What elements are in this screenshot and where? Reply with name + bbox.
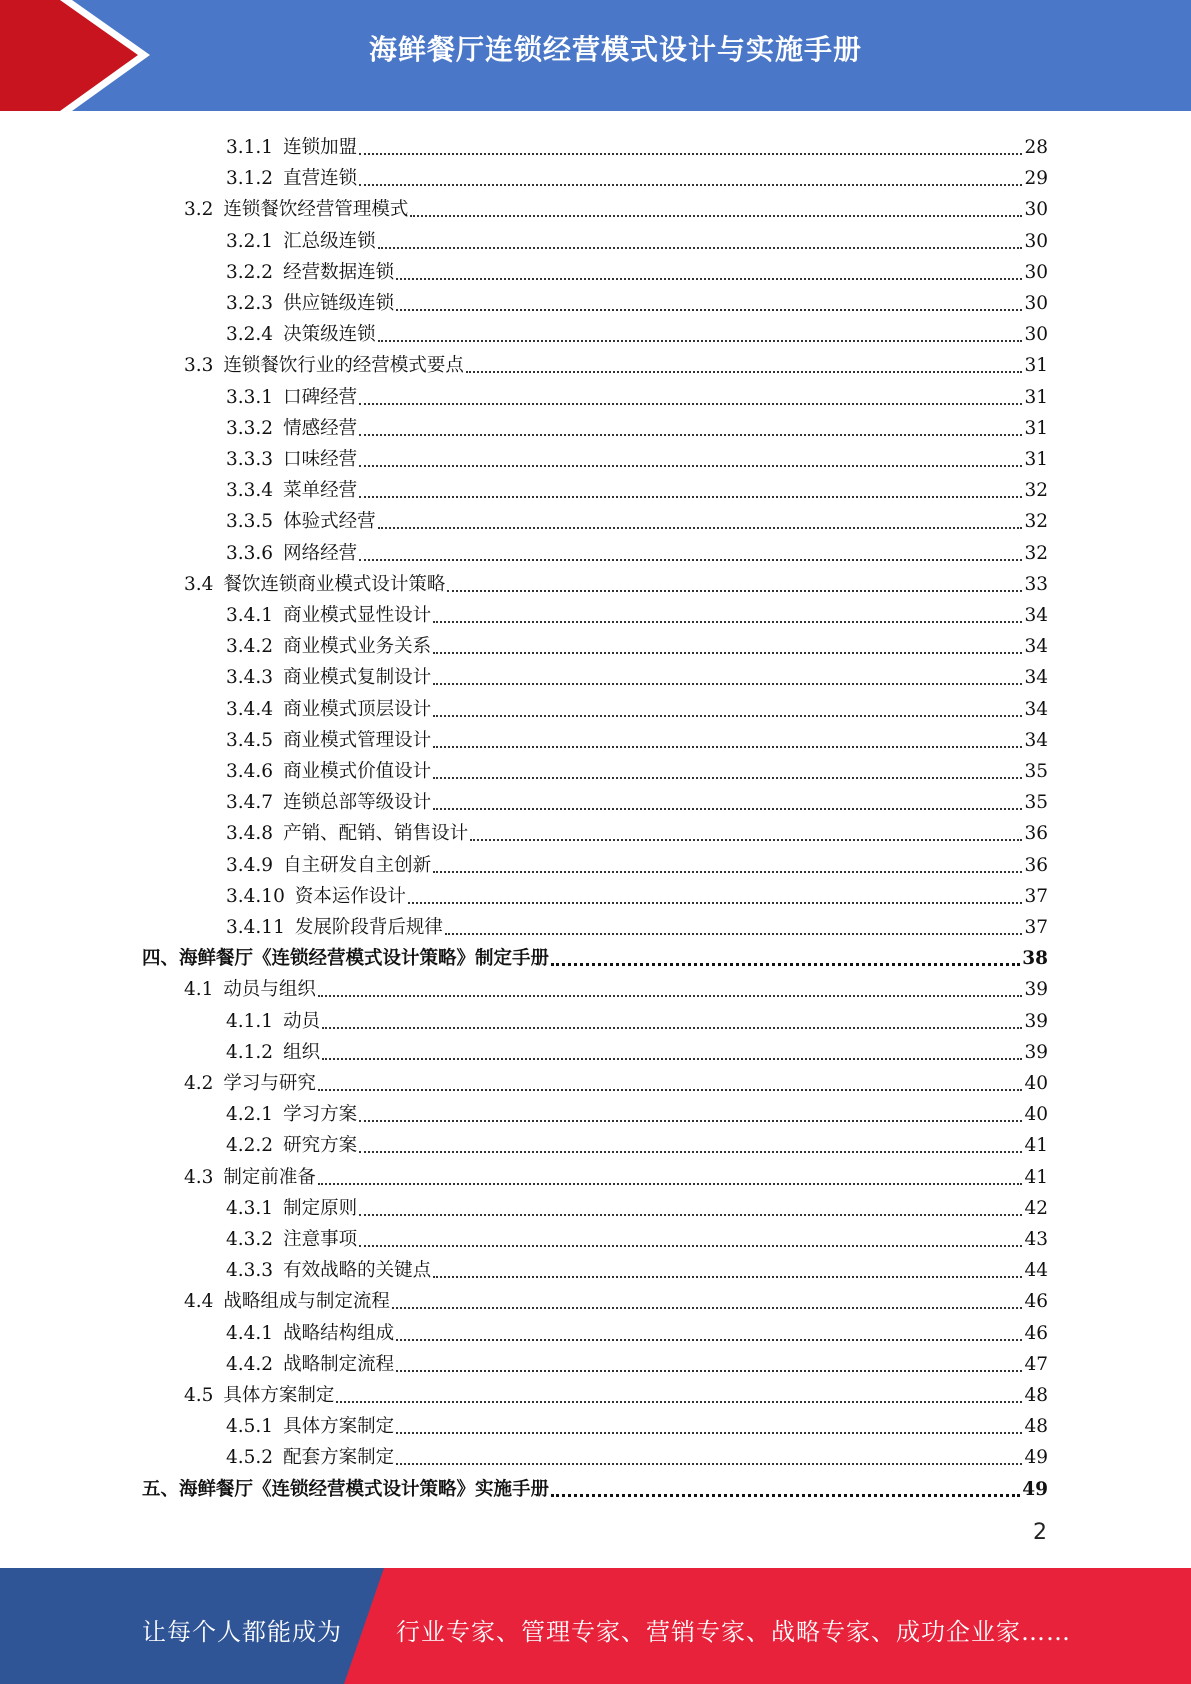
- toc-entry-page: 31: [1024, 355, 1048, 377]
- toc-entry-number: 3.4.8: [226, 823, 274, 845]
- toc-entry-page: 34: [1024, 698, 1048, 720]
- toc-entry[interactable]: [226, 378, 1048, 409]
- toc-entry-title: 组织: [283, 1041, 321, 1063]
- toc-entry-page: 38: [1022, 948, 1048, 970]
- toc-entry[interactable]: [226, 721, 1048, 752]
- toc-entry-label: [226, 1011, 320, 1033]
- toc-entry-number: 4.5.1: [226, 1416, 274, 1438]
- toc-entry-number: 3.4.6: [226, 761, 274, 782]
- toc-entry[interactable]: [184, 565, 1048, 596]
- toc-entry-label: [226, 418, 357, 440]
- toc-entry[interactable]: [226, 1189, 1048, 1220]
- dot-leader: [378, 526, 1023, 529]
- toc-entry-title: 制定前准备: [223, 1166, 316, 1188]
- toc-entry-title: 商业模式管理设计: [283, 729, 432, 751]
- toc-entry-page: 32: [1024, 480, 1048, 502]
- dot-leader: [359, 464, 1022, 467]
- toc-entry-page: 31: [1024, 386, 1048, 408]
- toc-entry-label: [226, 480, 357, 502]
- toc-entry-label: [226, 511, 376, 533]
- toc-entry[interactable]: [226, 1033, 1048, 1064]
- toc-entry-page: 28: [1024, 137, 1048, 158]
- toc-entry-title: 资本运作设计: [294, 885, 406, 907]
- toc-entry-title: 制定原则: [283, 1197, 358, 1219]
- dot-leader: [359, 183, 1022, 186]
- toc-entry-page: 36: [1024, 823, 1048, 845]
- toc-entry-number: 4.1.1: [226, 1010, 274, 1032]
- toc-entry[interactable]: [226, 814, 1048, 845]
- dot-leader: [470, 838, 1022, 841]
- toc-entry-page: 37: [1024, 885, 1048, 907]
- toc-entry-title: 五、海鲜餐厅《连锁经营模式设计策略》实施手册: [142, 1478, 550, 1500]
- toc-entry-number: 3.1.2: [226, 168, 274, 190]
- toc-entry-number: 4.4.1: [226, 1322, 274, 1344]
- toc-entry-number: 3.2.4: [226, 324, 274, 346]
- dot-leader: [433, 651, 1022, 654]
- toc-entry-label: [226, 543, 357, 565]
- toc-entry-label: [226, 1447, 394, 1469]
- toc-entry-title: 餐饮连锁商业模式设计策略: [223, 573, 446, 595]
- toc-entry-label: [226, 449, 357, 471]
- toc-entry-page: 49: [1024, 1447, 1048, 1469]
- dot-leader: [433, 745, 1022, 748]
- toc-entry[interactable]: [184, 1158, 1048, 1189]
- toc-entry-number: 3.4.7: [226, 792, 274, 814]
- toc-entry-title: 菜单经营: [283, 480, 358, 502]
- toc-entry-number: 3.1.1: [226, 137, 274, 158]
- toc-entry-title: 连锁餐饮行业的经营模式要点: [223, 355, 464, 377]
- toc-entry[interactable]: [226, 253, 1048, 284]
- toc-entry-number: 4.3.3: [226, 1260, 274, 1282]
- toc-entry-title: 动员与组织: [223, 979, 316, 1001]
- dot-leader: [322, 1057, 1022, 1060]
- toc-entry-label: [226, 699, 431, 721]
- dot-leader: [551, 962, 1020, 966]
- toc-entry-title: 连锁餐饮经营管理模式: [223, 199, 409, 221]
- toc-entry[interactable]: [226, 1407, 1048, 1438]
- dot-leader: [396, 1431, 1022, 1434]
- toc-entry-page: 42: [1024, 1197, 1048, 1219]
- dot-leader: [433, 620, 1022, 623]
- toc-entry-title: 情感经营: [283, 417, 358, 439]
- toc-entry-title: 具体方案制定: [223, 1385, 335, 1406]
- toc-entry[interactable]: [226, 1345, 1048, 1376]
- dot-leader: [396, 277, 1022, 280]
- toc-entry-title: 口碑经营: [283, 386, 358, 408]
- page-number: 2: [1033, 1520, 1047, 1545]
- toc-entry-number: 3.3.3: [226, 449, 274, 470]
- toc-entry-page: 48: [1024, 1416, 1048, 1438]
- toc-entry-number: 4.4: [184, 1291, 214, 1313]
- toc-entry-page: 29: [1024, 168, 1048, 190]
- toc-entry-page: 30: [1024, 293, 1048, 314]
- toc-entry-label: [226, 636, 431, 658]
- toc-entry-page: 36: [1024, 854, 1048, 876]
- toc-entry[interactable]: [226, 1002, 1048, 1033]
- toc-entry-number: 4.1: [184, 979, 214, 1001]
- dot-leader: [433, 1275, 1022, 1278]
- toc-entry-page: 44: [1024, 1260, 1048, 1282]
- toc-entry-page: 48: [1024, 1385, 1048, 1406]
- toc-entry-label: [184, 1167, 316, 1189]
- dot-leader: [396, 1369, 1022, 1372]
- toc-entry-page: 39: [1024, 979, 1048, 1001]
- dot-leader: [359, 1150, 1022, 1153]
- toc-entry-number: 3.4: [184, 573, 214, 595]
- toc-entry-label: [226, 1354, 394, 1376]
- toc-entry-number: 3.3.6: [226, 542, 274, 564]
- toc-entry[interactable]: [184, 1376, 1048, 1407]
- toc-entry-number: 4.5.2: [226, 1447, 274, 1469]
- toc-entry-label: [226, 293, 394, 315]
- toc-entry-title: 四、海鲜餐厅《连锁经营模式设计策略》制定手册: [142, 948, 550, 970]
- dot-leader: [378, 339, 1023, 342]
- toc-entry-page: 31: [1024, 449, 1048, 470]
- toc-entry-number: 4.5: [184, 1385, 214, 1406]
- toc-entry-page: 32: [1024, 542, 1048, 564]
- dot-leader: [445, 932, 1023, 935]
- toc-entry-page: 39: [1024, 1010, 1048, 1032]
- toc-entry[interactable]: [226, 1251, 1048, 1282]
- toc-entry-page: 30: [1024, 199, 1048, 221]
- toc-entry[interactable]: [226, 1438, 1048, 1469]
- toc-entry-number: 3.2: [184, 199, 214, 221]
- toc-entry-title: 学习方案: [283, 1104, 358, 1126]
- toc-entry-number: 4.2: [184, 1073, 214, 1094]
- toc-entry[interactable]: [226, 159, 1048, 190]
- toc-entry-title: 战略组成与制定流程: [223, 1291, 390, 1313]
- toc-entry-number: 3.3: [184, 355, 214, 377]
- dot-leader: [447, 589, 1022, 592]
- dot-leader: [551, 1493, 1020, 1497]
- toc-entry-page: 40: [1024, 1073, 1048, 1094]
- toc-entry-title: 商业模式业务关系: [283, 636, 432, 658]
- dot-leader: [318, 1088, 1023, 1091]
- toc-entry[interactable]: [226, 315, 1048, 346]
- dot-leader: [433, 870, 1022, 873]
- toc-entry-label: [184, 1073, 316, 1095]
- toc-entry[interactable]: [226, 502, 1048, 533]
- page-header: [0, 0, 1191, 111]
- dot-leader: [466, 370, 1023, 373]
- toc-entry-label: [226, 168, 357, 190]
- toc-entry-label: [226, 137, 357, 159]
- toc-entry-label: [226, 387, 357, 409]
- toc-entry[interactable]: [226, 1220, 1048, 1251]
- toc-entry-label: [142, 948, 549, 970]
- toc-entry[interactable]: [142, 1470, 1048, 1501]
- toc-entry-page: 43: [1024, 1229, 1048, 1250]
- toc-entry-page: 35: [1024, 792, 1048, 814]
- dot-leader: [359, 1119, 1022, 1122]
- dot-leader: [359, 1244, 1022, 1247]
- slogan-left: 让每个人都能成为: [142, 1618, 342, 1646]
- toc-entry[interactable]: [226, 658, 1048, 689]
- toc-entry-number: 3.4.3: [226, 667, 274, 689]
- toc-entry-title: 连锁总部等级设计: [283, 792, 432, 814]
- toc-entry-title: 商业模式顶层设计: [283, 698, 432, 720]
- toc-entry[interactable]: [226, 783, 1048, 814]
- toc-entry-number: 3.2.1: [226, 230, 274, 252]
- toc-entry-label: [226, 792, 431, 814]
- toc-entry-number: 3.4.11: [226, 917, 285, 938]
- toc-entry[interactable]: [226, 471, 1048, 502]
- toc-entry-label: [226, 605, 431, 627]
- toc-entry[interactable]: [226, 627, 1048, 658]
- dot-leader: [433, 714, 1022, 717]
- toc-entry-number: 3.4.4: [226, 698, 274, 720]
- toc-entry[interactable]: [226, 596, 1048, 627]
- toc-entry-page: 34: [1024, 636, 1048, 658]
- toc-entry-title: 配套方案制定: [283, 1447, 395, 1469]
- dot-leader: [433, 776, 1022, 779]
- dot-leader: [396, 1338, 1022, 1341]
- toc-entry-title: 研究方案: [283, 1135, 358, 1157]
- toc-entry[interactable]: [226, 440, 1048, 471]
- toc-entry-title: 体验式经营: [283, 511, 376, 533]
- toc-entry-number: 3.4.2: [226, 636, 274, 658]
- toc-entry-title: 具体方案制定: [283, 1416, 395, 1438]
- toc-entry-page: 34: [1024, 729, 1048, 751]
- toc-entry[interactable]: [226, 752, 1048, 783]
- toc-entry-page: 30: [1024, 261, 1048, 283]
- toc-entry-title: 动员: [283, 1010, 321, 1032]
- toc-entry-number: 4.2.1: [226, 1104, 274, 1126]
- toc-entry-label: [226, 667, 431, 689]
- toc-entry-label: [184, 1385, 334, 1407]
- toc-entry-number: 4.3.1: [226, 1197, 274, 1219]
- slogan-right: 行业专家、管理专家、营销专家、战略专家、成功企业家……: [396, 1618, 1071, 1646]
- dot-leader: [410, 214, 1022, 217]
- toc-entry-page: 46: [1024, 1322, 1048, 1344]
- toc-entry-label: [226, 1323, 394, 1345]
- toc-entry-label: [184, 979, 316, 1001]
- toc-entry-label: [226, 1198, 357, 1220]
- toc-entry-label: [226, 1229, 357, 1251]
- toc-entry-number: 3.3.4: [226, 480, 274, 502]
- toc-entry-label: [226, 761, 431, 783]
- toc-entry-page: 41: [1024, 1135, 1048, 1157]
- toc-entry-title: 连锁加盟: [283, 137, 358, 158]
- dot-leader: [318, 994, 1023, 997]
- toc-entry-number: 3.3.1: [226, 386, 274, 408]
- toc-entry-label: [184, 199, 408, 221]
- toc-entry-label: [142, 1479, 549, 1501]
- dot-leader: [359, 402, 1022, 405]
- toc-entry-number: 3.3.2: [226, 417, 274, 439]
- toc-entry-label: [226, 231, 376, 253]
- toc-entry-page: 40: [1024, 1104, 1048, 1126]
- toc-entry[interactable]: [226, 409, 1048, 440]
- toc-entry-title: 直营连锁: [283, 168, 358, 190]
- toc-entry-page: 47: [1024, 1353, 1048, 1375]
- toc-entry-title: 商业模式价值设计: [283, 761, 432, 782]
- toc-entry-title: 经营数据连锁: [283, 261, 395, 283]
- toc-entry-title: 有效战略的关键点: [283, 1260, 432, 1282]
- toc-entry-number: 4.3: [184, 1166, 214, 1188]
- toc-entry[interactable]: [226, 1095, 1048, 1126]
- toc-entry[interactable]: [226, 908, 1048, 939]
- toc-entry-number: 4.4.2: [226, 1353, 274, 1375]
- toc-entry[interactable]: [184, 346, 1048, 377]
- dot-leader: [359, 495, 1022, 498]
- toc-entry-label: [226, 886, 406, 908]
- toc-entry-title: 网络经营: [283, 542, 358, 564]
- toc-entry-title: 汇总级连锁: [283, 230, 376, 252]
- toc-entry-label: [226, 324, 376, 346]
- toc-entry-number: 4.3.2: [226, 1229, 274, 1250]
- toc-entry-page: 32: [1024, 511, 1048, 533]
- toc-entry-number: 3.4.9: [226, 854, 274, 876]
- toc-entry-title: 决策级连锁: [283, 324, 376, 346]
- toc-entry-label: [226, 1104, 357, 1126]
- dot-leader: [392, 1306, 1023, 1309]
- toc-entry-page: 30: [1024, 324, 1048, 346]
- toc-entry-number: 3.4.1: [226, 605, 274, 626]
- dot-leader: [359, 152, 1022, 155]
- toc-entry-title: 口味经营: [283, 449, 358, 470]
- toc-entry-number: 3.2.3: [226, 293, 274, 314]
- toc-entry-label: [184, 355, 464, 377]
- dot-leader: [433, 682, 1022, 685]
- toc-entry[interactable]: [184, 190, 1048, 221]
- toc-entry-title: 注意事项: [283, 1229, 358, 1250]
- toc-entry-title: 学习与研究: [223, 1073, 316, 1094]
- toc-entry-page: 34: [1024, 605, 1048, 626]
- toc-entry-title: 战略制定流程: [283, 1353, 395, 1375]
- toc-entry-number: 3.3.5: [226, 511, 274, 533]
- toc-entry-page: 34: [1024, 667, 1048, 689]
- toc-entry-label: [226, 823, 468, 845]
- dot-leader: [408, 901, 1023, 904]
- toc-entry-page: 35: [1024, 761, 1048, 782]
- toc-entry[interactable]: [226, 1314, 1048, 1345]
- toc-entry-title: 战略结构组成: [283, 1322, 395, 1344]
- toc-entry[interactable]: [226, 284, 1048, 315]
- toc-entry-number: 4.1.2: [226, 1041, 274, 1063]
- page-footer: [0, 1568, 1191, 1684]
- toc-entry-page: 33: [1024, 573, 1048, 595]
- toc-entry[interactable]: [226, 877, 1048, 908]
- toc-entry[interactable]: [184, 1064, 1048, 1095]
- toc-entry[interactable]: [226, 1126, 1048, 1157]
- dot-leader: [318, 1182, 1023, 1185]
- dot-leader: [396, 1462, 1022, 1465]
- dot-leader: [433, 807, 1022, 810]
- dot-leader: [359, 433, 1022, 436]
- toc-entry[interactable]: [184, 970, 1048, 1001]
- toc-entry-page: 37: [1024, 917, 1048, 938]
- dot-leader: [378, 246, 1023, 249]
- toc-entry[interactable]: [226, 222, 1048, 253]
- toc-entry-label: [226, 1135, 357, 1157]
- toc-entry-label: [226, 1042, 320, 1064]
- dot-leader: [359, 1213, 1022, 1216]
- toc-entry[interactable]: [226, 534, 1048, 565]
- document-title: 海鲜餐厅连锁经营模式设计与实施手册: [368, 33, 862, 66]
- toc-entry-title: 商业模式复制设计: [283, 667, 432, 689]
- toc-entry[interactable]: [142, 939, 1048, 970]
- toc-entry-label: [184, 1291, 390, 1313]
- dot-leader: [336, 1400, 1022, 1403]
- toc-entry-label: [226, 855, 431, 877]
- toc-entry-label: [226, 730, 431, 752]
- toc-entry-page: 49: [1022, 1478, 1048, 1500]
- toc-entry-number: 3.2.2: [226, 261, 274, 283]
- toc-entry-page: 31: [1024, 417, 1048, 439]
- dot-leader: [359, 558, 1022, 561]
- toc-entry[interactable]: [226, 128, 1048, 159]
- toc-entry-title: 自主研发自主创新: [283, 854, 432, 876]
- toc-entry-label: [226, 1260, 431, 1282]
- toc-entry-title: 发展阶段背后规律: [294, 917, 443, 938]
- dot-leader: [322, 1026, 1022, 1029]
- toc-entry-page: 30: [1024, 230, 1048, 252]
- toc-entry-page: 39: [1024, 1041, 1048, 1063]
- toc-entry-label: [226, 1416, 394, 1438]
- toc-entry-label: [184, 574, 445, 596]
- toc-entry-title: 商业模式显性设计: [283, 605, 432, 626]
- toc-entry-title: 供应链级连锁: [283, 293, 395, 314]
- toc-entry-number: 4.2.2: [226, 1135, 274, 1157]
- toc-entry[interactable]: [184, 1282, 1048, 1313]
- toc-entry[interactable]: [226, 690, 1048, 721]
- toc-entry-page: 41: [1024, 1166, 1048, 1188]
- toc-entry-page: 46: [1024, 1291, 1048, 1313]
- toc-entry-title: 产销、配销、销售设计: [283, 823, 469, 845]
- toc-entry-number: 3.4.5: [226, 729, 274, 751]
- toc-entry[interactable]: [226, 846, 1048, 877]
- toc-entry-label: [226, 917, 443, 939]
- toc-entry-number: 3.4.10: [226, 885, 285, 907]
- dot-leader: [396, 308, 1022, 311]
- toc-entry-label: [226, 262, 394, 284]
